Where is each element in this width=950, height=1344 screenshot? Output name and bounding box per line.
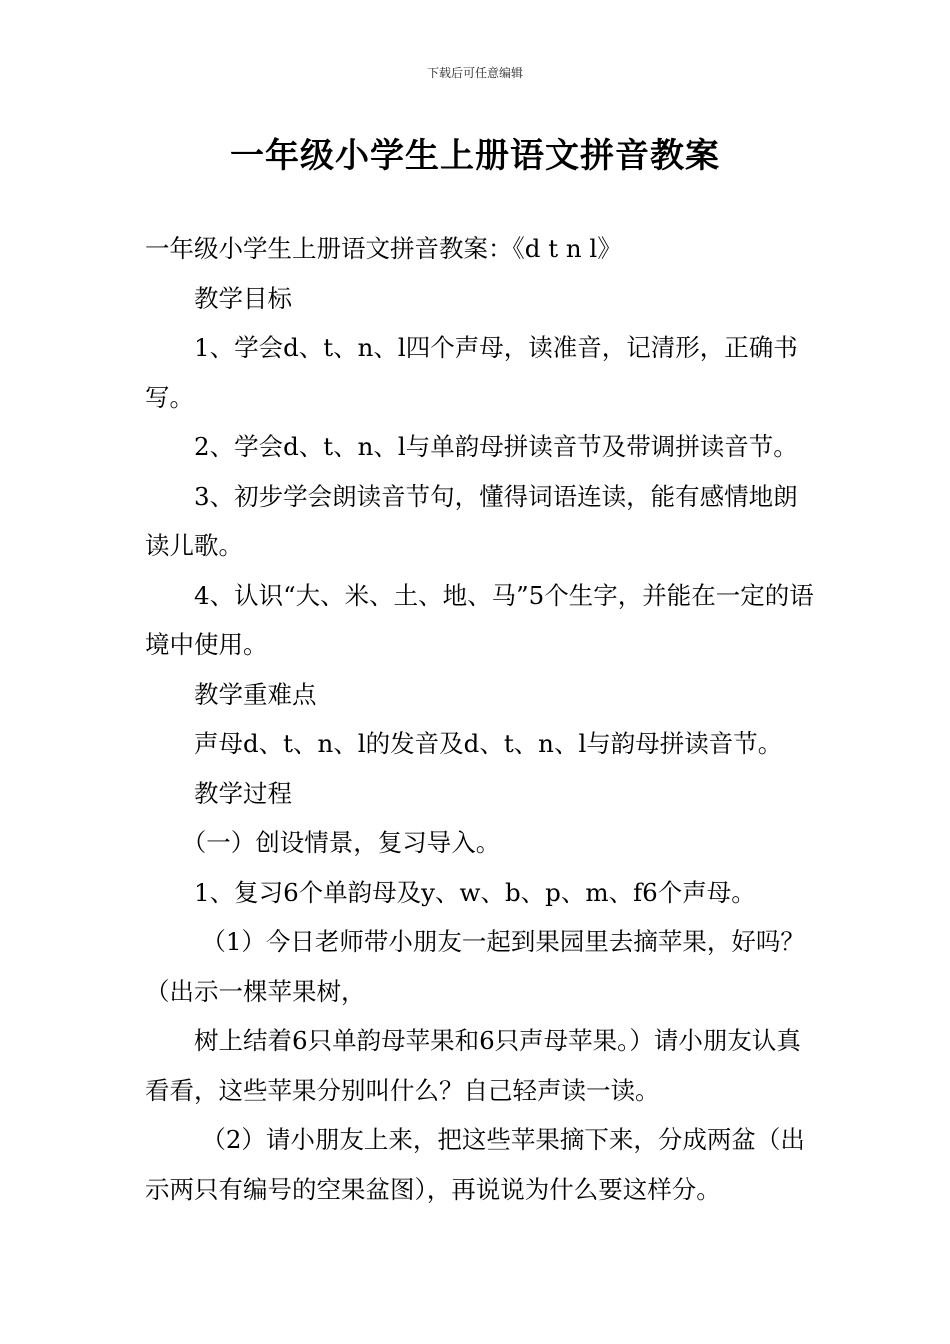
paragraph: 1、复习6个单韵母及y、w、b、p、m、f6个声母。 <box>194 877 756 907</box>
lesson-heading: 一年级小学生上册语文拼音教案：《d t n l》 <box>145 234 622 263</box>
paragraph: 树上结着6只单韵母苹果和6只声母苹果。）请小朋友认真看看，这些苹果分别叫什么？自己轻声读一读。 <box>145 1026 801 1105</box>
paragraph: 声母d、t、n、l的发音及d、t、n、l与韵母拼读音节。 <box>194 729 783 758</box>
subsection-heading: （一）创设情景，复习导入。 <box>181 828 501 857</box>
section-heading-objectives: 教学目标 <box>194 283 292 313</box>
paragraph: 3、初步学会朗读音节句，懂得词语连读，能有感情地朗读儿歌。 <box>145 481 798 560</box>
paragraph: 2、学会d、t、n、l与单韵母拼读音节及带调拼读音节。 <box>194 432 798 461</box>
header-note: 下载后可任意编辑 <box>426 66 523 80</box>
paragraph: （1）今日老师带小朋友一起到果园里去摘苹果，好吗？（出示一棵苹果树， <box>145 927 805 1006</box>
paragraph: 1、学会d、t、n、l四个声母，读准音，记清形，正确书写。 <box>145 333 798 412</box>
document-title: 一年级小学生上册语文拼音教案 <box>230 136 720 176</box>
paragraph: （2）请小朋友上来，把这些苹果摘下来，分成两盆（出示两只有编号的空果盆图），再说说为什么要这样分。 <box>145 1125 805 1204</box>
section-heading-key-points: 教学重难点 <box>194 679 317 709</box>
paragraph: 4、认识“大、米、土、地、马”5个生字，并能在一定的语境中使用。 <box>145 580 814 659</box>
section-heading-process: 教学过程 <box>194 778 292 808</box>
document-body <box>145 224 815 1214</box>
